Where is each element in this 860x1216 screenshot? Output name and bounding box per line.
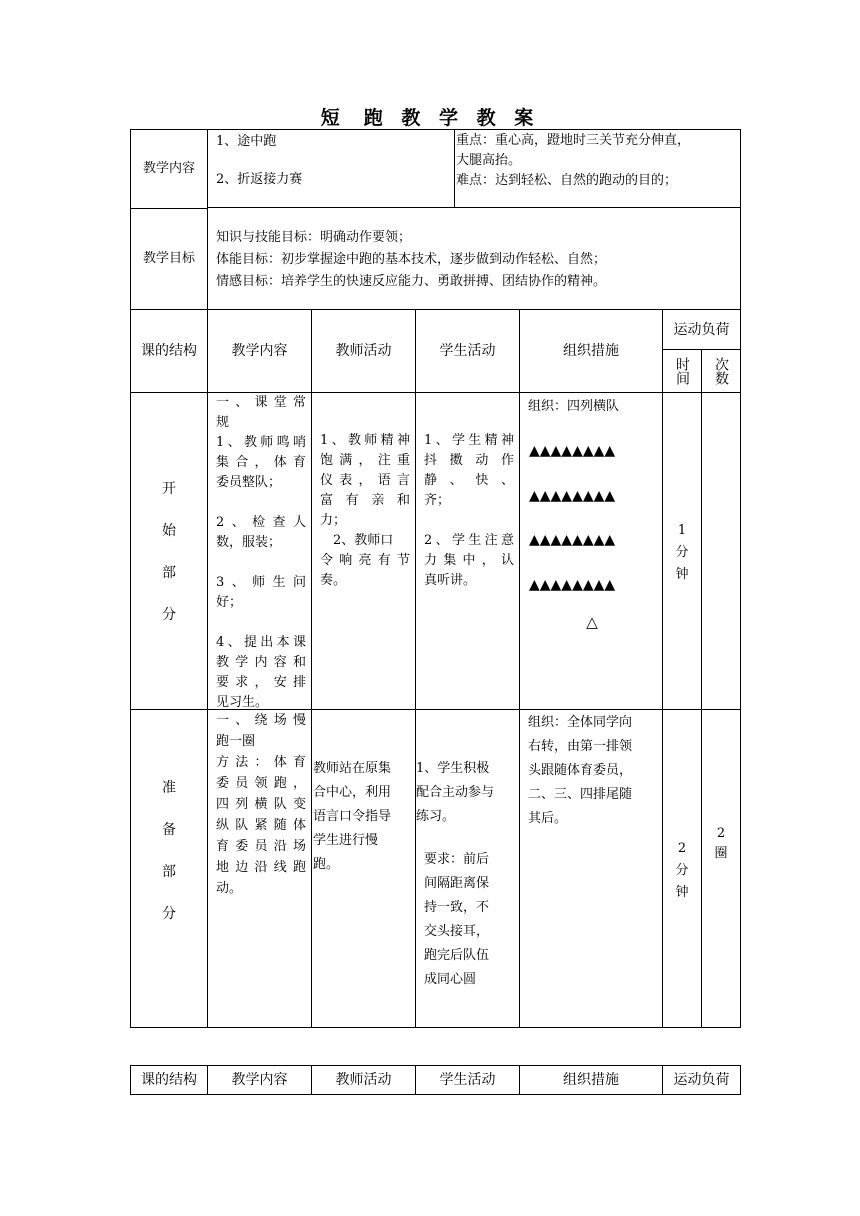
header-time: 时间 xyxy=(674,357,690,385)
table2-header-load: 运动负荷 xyxy=(673,1072,730,1088)
section-start-student: 1、学生精神 抖擞动作 静、快、 齐； 2、学生注意 力集中，认 真听讲。 xyxy=(424,433,514,588)
title-part-1: 短 xyxy=(320,107,346,129)
section-prepare-teacher: 教师站在原集 合中心，利用 语言口令指导 学生进行慢 跑。 xyxy=(313,761,392,872)
formation-row: ▲▲▲▲▲▲▲▲ xyxy=(529,577,616,593)
formation-title: 组织：四列横队 xyxy=(528,399,620,414)
teaching-objective-label: 教学目标 xyxy=(142,250,195,266)
header-student: 学生活动 xyxy=(439,343,496,359)
section-prepare-student: 1、学生积极 配合主动参与 练习。 xyxy=(416,761,495,824)
page-title xyxy=(0,103,860,130)
title-part-2: 跑 教 学 教 案 xyxy=(363,107,540,129)
teaching-content-label: 教学内容 xyxy=(142,161,195,176)
header-load: 运动负荷 xyxy=(673,321,730,338)
formation-row: ▲▲▲▲▲▲▲▲ xyxy=(529,532,616,548)
section-start-teacher: 1、教师精神 饱满，注重 仪表，语言 富有亲和 力； 2、教师口 令响亮有节 奏。 xyxy=(320,433,410,588)
section-prepare-time: 2 分 钟 xyxy=(675,841,689,900)
section-prepare-requirement: 要求：前后 间隔距离保 持一致，不 交头接耳， 跑完后队伍 成同心圆 xyxy=(424,852,490,987)
formation-row: ▲▲▲▲▲▲▲▲ xyxy=(529,443,616,459)
objectives xyxy=(216,227,736,293)
section-prepare-content: 一、绕场慢 跑一圈 方法：体育 委员领跑， 四列横队变 纵队紧随体 育委员沿场 地边沿线跑 动。 xyxy=(216,713,306,896)
difficulty-line: 难点：达到轻松、自然的跑动的目的； xyxy=(456,173,678,188)
objective-line: 情感目标：培养学生的快速反应能力、勇敢拼搏、团结协作的精神。 xyxy=(216,274,607,289)
key-point-line: 重点：重心高，蹬地时三关节充分伸直， xyxy=(456,133,691,148)
content-item-2: 2、折返接力赛 xyxy=(216,172,303,187)
table2-header-student: 学生活动 xyxy=(439,1072,496,1088)
key-points xyxy=(456,131,740,191)
header-organization: 组织措施 xyxy=(563,343,619,359)
teacher-marker: △ xyxy=(586,613,598,631)
table2-header-organization: 组织措施 xyxy=(563,1072,619,1088)
table2-header-structure: 课的结构 xyxy=(141,1072,197,1088)
section-start-content: 一、课堂常 规 1、教师鸣哨 集合，体育 委员整队； 2、检查人 数，服装； 3、师生问 好； 4、提出本课 教学内容和 要求，安排 见习生。 xyxy=(216,395,306,710)
section-start-time: 1 分 钟 xyxy=(675,523,689,582)
header-content: 教学内容 xyxy=(231,343,288,359)
section-prepare-organization: 组织：全体同学向 右转，由第一排领 头跟随体育委员， 二、三、四排尾随 其后。 xyxy=(528,715,633,826)
content-item-1: 1、途中跑 xyxy=(216,134,277,149)
table2-header-content: 教学内容 xyxy=(231,1072,288,1088)
section-prepare-times: 2 圈 xyxy=(714,826,728,861)
header-structure: 课的结构 xyxy=(141,343,197,359)
objective-line: 知识与技能目标：明确动作要领； xyxy=(216,230,412,245)
objective-line: 体能目标：初步掌握途中跑的基本技术，逐步做到动作轻松、自然； xyxy=(216,252,607,267)
section-name-prepare: 准 备 部 分 xyxy=(162,780,176,922)
header-teacher: 教师活动 xyxy=(335,343,392,359)
header-times: 次数 xyxy=(713,357,729,385)
table2-header-teacher: 教师活动 xyxy=(335,1072,392,1088)
formation-row: ▲▲▲▲▲▲▲▲ xyxy=(529,488,616,504)
key-point-line: 大腿高抬。 xyxy=(456,153,522,168)
section-name-start: 开 始 部 分 xyxy=(162,481,176,623)
